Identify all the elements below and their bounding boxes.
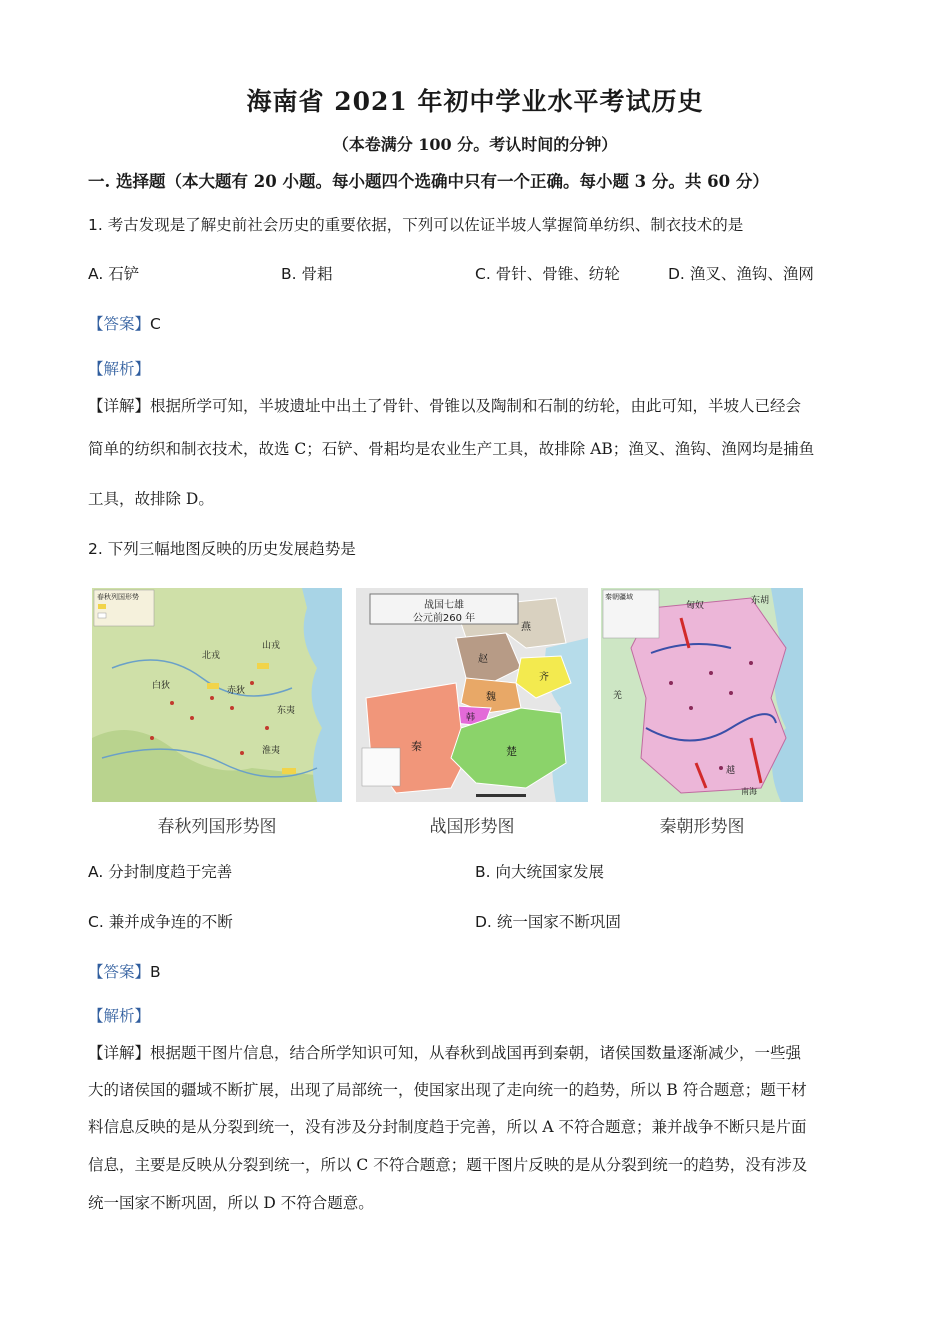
q2-explanation-line-5: 统一国家不断巩固，所以 D 不符合题意。	[88, 1194, 374, 1212]
q1-answer-tag: 【答案】	[88, 315, 151, 333]
q2-option-c	[88, 910, 233, 932]
map2-label-wei: 魏	[486, 692, 496, 703]
map3-label-xiongnu: 匈奴	[686, 601, 705, 611]
q2-option-d	[475, 910, 621, 932]
q2-answer-tag: 【答案】	[88, 963, 151, 981]
q1-option-d-text: 渔叉、渔钩、渔网	[689, 265, 814, 283]
q1-answer	[88, 312, 161, 334]
q2-analysis-tag: 【解析】	[88, 1007, 151, 1025]
map1-label-huaiyi: 淮夷	[262, 746, 281, 756]
map3-label-yue: 越	[726, 766, 736, 776]
question-1-stem: 考古发现是了解史前社会历史的重要依据，下列可以佐证半坡人掌握简单纺织、制衣技术的是	[107, 216, 744, 234]
q2-option-c-text: 兼并成争连的不断	[108, 913, 233, 931]
map1-legend-title: 春秋列国形势	[97, 593, 139, 601]
q2-option-b	[475, 860, 604, 882]
warring-states-map	[356, 588, 588, 802]
q2-explanation-line-2: 大的诸侯国的疆域不断扩展，出现了局部统一，使国家出现了走向统一的趋势，所以 B 符合题意；题干材	[88, 1081, 807, 1099]
q1-option-c-text: 骨针、骨锥、纺轮	[495, 265, 620, 283]
map1-label-chidi: 赤狄	[227, 686, 246, 696]
section-heading: 一. 选择题（本大题有 20 小题。每小题四个选确中只有一个正确。每小题 3 分。共 60 分）	[88, 172, 769, 191]
map3-label-donghu: 东胡	[751, 596, 770, 606]
q2-explanation-line-4: 信息，主要是反映从分裂到统一，所以 C 不符合题意；题干图片反映的是从分裂到统一的趋势，没有涉及	[88, 1156, 808, 1174]
page-title: 海南省 2021 年初中学业水平考试历史	[246, 87, 704, 116]
map2-caption: 战国形势图	[429, 817, 515, 837]
q1-option-b	[281, 262, 333, 284]
q2-line-1-text: 根据题干图片信息，结合所学知识可知，从春秋到战国再到秦朝，诸侯国数量逐渐减少，一些强	[150, 1044, 802, 1062]
q2-option-d-text: 统一国家不断巩固	[496, 913, 621, 931]
map3-caption: 秦朝形势图	[659, 817, 745, 837]
q1-option-d	[668, 262, 814, 284]
question-1	[88, 213, 743, 235]
q2-detail-tag: 【详解】	[88, 1044, 151, 1062]
q1-option-a-label: A.	[88, 265, 104, 283]
map3-label-qiang: 羌	[613, 691, 623, 701]
map1-caption: 春秋列国形势图	[157, 817, 277, 837]
map2-title-line-1: 战国七雄	[424, 600, 464, 611]
spring-autumn-map	[92, 588, 342, 802]
q2-option-a	[88, 860, 232, 882]
question-2-stem: 下列三幅地图反映的历史发展趋势是	[107, 540, 356, 558]
q1-answer-value: C	[150, 315, 161, 333]
map3-legend-title: 秦朝疆域	[605, 593, 633, 601]
q2-option-d-label: D.	[475, 913, 492, 931]
q1-option-c	[475, 262, 620, 284]
q1-explanation-line-3: 工具，故排除 D。	[88, 490, 214, 508]
q1-option-a	[88, 262, 139, 284]
map1-label-dongyi: 东夷	[277, 706, 296, 716]
map2-label-zhao: 赵	[478, 654, 488, 665]
qin-dynasty-map	[601, 588, 803, 802]
q1-analysis-tag: 【解析】	[88, 360, 151, 378]
q1-option-b-label: B.	[281, 265, 297, 283]
q2-option-a-label: A.	[88, 863, 104, 881]
map3-label-nanhai: 南海	[741, 787, 757, 796]
map1-label-baidi: 白狄	[152, 681, 171, 691]
question-2	[88, 537, 356, 559]
q2-option-b-label: B.	[475, 863, 491, 881]
map1-label-shanrong: 山戎	[262, 641, 281, 651]
map2-title-line-2: 公元前260 年	[412, 613, 476, 624]
q1-explanation-line-2: 简单的纺织和制衣技术，故选 C；石铲、骨耜均是农业生产工具，故排除 AB；渔叉、渔钩、渔网均是捕鱼	[88, 440, 815, 458]
q1-explanation-line-1	[88, 394, 801, 416]
spring-autumn-map-graphic	[92, 588, 342, 802]
map1-label-beirong: 北戎	[202, 651, 221, 661]
qin-dynasty-map-graphic	[601, 588, 803, 802]
q2-explanation-line-3: 料信息反映的是从分裂到统一，没有涉及分封制度趋于完善，所以 A 不符合题意；兼并战争不断只是片面	[88, 1118, 807, 1136]
map2-label-yan: 燕	[521, 622, 531, 633]
q2-answer	[88, 960, 161, 982]
q2-option-c-label: C.	[88, 913, 104, 931]
q2-option-a-text: 分封制度趋于完善	[108, 863, 233, 881]
map2-label-qi: 齐	[539, 672, 549, 683]
q2-explanation-line-1	[88, 1041, 801, 1063]
question-1-number: 1.	[88, 216, 103, 234]
map2-label-han: 韩	[466, 713, 476, 723]
q1-option-a-text: 石铲	[108, 265, 140, 283]
page-subtitle: （本卷满分 100 分。考认时间的分钟）	[332, 135, 618, 154]
q1-option-d-label: D.	[668, 265, 685, 283]
map2-label-chu: 楚	[506, 745, 517, 758]
q2-answer-value: B	[150, 963, 161, 981]
q1-option-c-label: C.	[475, 265, 491, 283]
question-2-number: 2.	[88, 540, 103, 558]
q1-line-1-text: 根据所学可知，半坡遗址中出土了骨针、骨锥以及陶制和石制的纺轮，由此可知，半坡人已经会	[150, 397, 802, 415]
q2-option-b-text: 向大统国家发展	[495, 863, 605, 881]
q1-option-b-text: 骨耜	[301, 265, 333, 283]
map2-label-qin: 秦	[411, 740, 422, 753]
q1-detail-tag: 【详解】	[88, 397, 151, 415]
